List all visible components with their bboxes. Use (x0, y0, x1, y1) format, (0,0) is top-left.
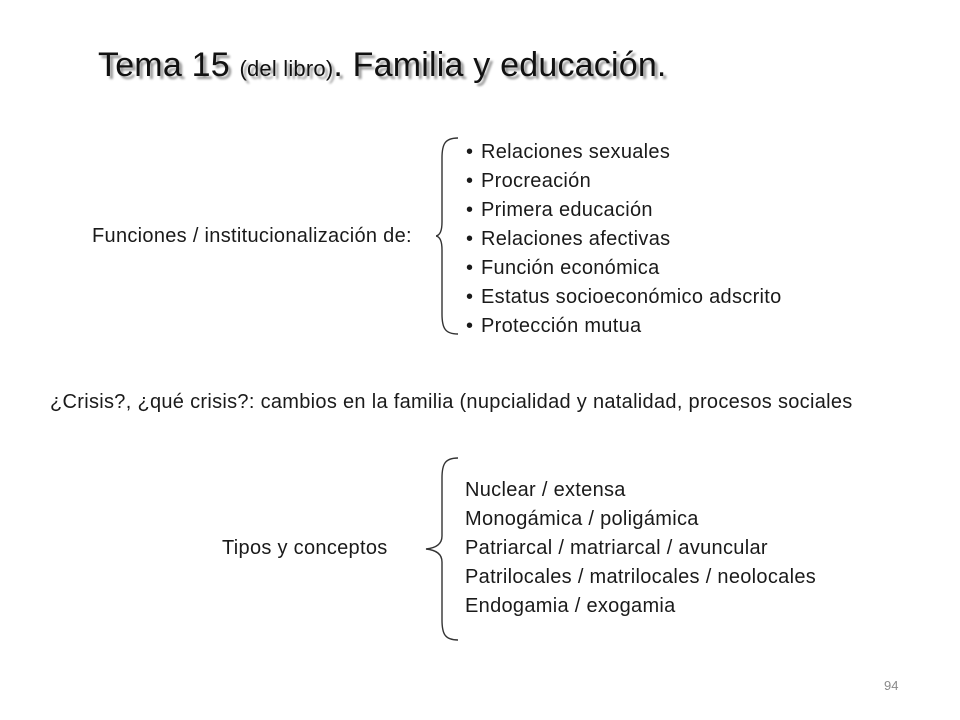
list-item: Endogamia / exogamia (465, 595, 676, 617)
list-item: • Relaciones sexuales (466, 138, 782, 167)
tipos-list (465, 476, 816, 621)
list-item: • Función económica (466, 254, 782, 283)
list-item: • Primera educación (466, 196, 782, 225)
list-item: • Protección mutua (466, 312, 782, 341)
funciones-list (466, 138, 782, 341)
list-item: Monogámica / poligámica (465, 508, 699, 530)
list-item: Patriarcal / matriarcal / avuncular (465, 537, 768, 559)
tipos-brace (424, 456, 462, 642)
tipos-label: Tipos y conceptos (222, 537, 388, 559)
funciones-brace (436, 136, 462, 336)
list-item: Nuclear / extensa (465, 479, 626, 501)
title-topic: . Familia y educación. (333, 46, 667, 84)
page-number: 94 (884, 678, 899, 693)
list-item: • Procreación (466, 167, 782, 196)
list-item: • Relaciones afectivas (466, 225, 782, 254)
title-main: Tema 15 (98, 46, 240, 84)
crisis-text: ¿Crisis?, ¿qué crisis?: cambios en la familia (nupcialidad y natalidad, procesos sociales (50, 391, 853, 413)
title-book-note: (del libro) (239, 56, 334, 81)
list-item: • Estatus socioeconómico adscrito (466, 283, 782, 312)
slide-title (98, 46, 667, 85)
list-item: Patrilocales / matrilocales / neolocales (465, 566, 817, 588)
funciones-label: Funciones / institucionalización de: (92, 225, 412, 247)
